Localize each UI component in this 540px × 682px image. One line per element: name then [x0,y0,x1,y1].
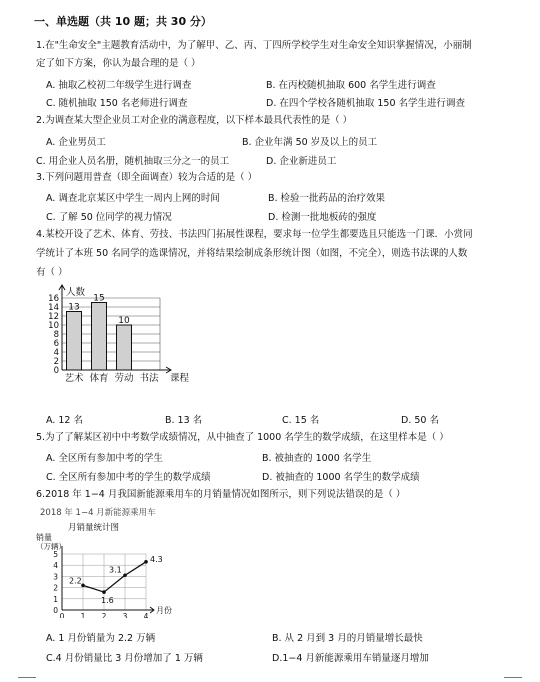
line-x-axis-label: 月份 [156,606,172,615]
q1-option-b[interactable]: B. 在丙校随机抽取 600 名学生进行调查 [266,80,436,91]
q2-option-b[interactable]: B. 企业年满 50 岁及以上的员工 [242,137,378,148]
q6-option-b[interactable]: B. 从 2 月到 3 月的月销量增长最快 [272,633,423,644]
line-y-tick-label: 0 [53,606,58,615]
bar [117,325,132,370]
q5-option-b[interactable]: B. 被抽查的 1000 名学生 [262,453,372,464]
q4-option-a[interactable]: A. 12 名 [46,415,83,426]
line-y-tick-label: 3 [53,572,58,582]
q4-stem-line1: 4.某校开设了艺术、体育、劳技、书法四门拓展性课程，要求每一位学生都要选且只能选一门课．小赏同 [36,229,473,240]
line-point-label: 3.1 [109,565,122,575]
bar-category-label: 劳动 [114,373,134,384]
line-x-tick-label: 2 [101,612,107,618]
q6-option-c[interactable]: C.4 月份销量比 3 月份增加了 1 万辆 [46,653,203,664]
q6-option-d[interactable]: D.1−4 月新能源乘用车销量逐月增加 [272,653,429,664]
q5-stem: 5.为了了解某区初中中考数学成绩情况，从中抽查了 1000 名学生的数学成绩，在这里样本是（ ） [36,432,449,443]
bar-y-tick-label: 12 [48,312,59,322]
q4-option-b[interactable]: B. 13 名 [165,415,203,426]
q2-option-c[interactable]: C. 用企业人员名册，随机抽取三分之一的员工 [36,156,230,167]
bar-value-label: 10 [118,316,130,326]
q6-option-a[interactable]: A. 1 月份销量为 2.2 万辆 [46,633,156,644]
q1-option-d[interactable]: D. 在四个学校各随机抽取 150 名学生进行调查 [266,98,466,109]
bar [92,303,107,371]
line-point [144,560,148,564]
q1-stem-line1: 1.在"生命安全"主题教育活动中，为了解甲、乙、丙、丁四所学校学生对生命安全知识掌握情况，小丽制 [36,40,472,51]
q3-option-d[interactable]: D. 检测一批地板砖的强度 [268,212,377,223]
line-chart-subtitle: 月销量统计图 [68,523,120,533]
q1-option-c[interactable]: C. 随机抽取 150 名老师进行调查 [46,98,188,109]
q3-option-c[interactable]: C. 了解 50 位同学的视力情况 [46,212,172,223]
bar-value-label: 13 [68,302,80,313]
line-chart-title: 2018 年 1−4 月新能源乘用车 [40,508,156,518]
line-y-tick-label: 1 [53,594,58,604]
bar-y-tick-label: 16 [48,294,59,304]
crop-mark-left [18,677,36,678]
q3-stem: 3.下列问题用普查（即全面调查）较为合适的是（ ） [36,172,258,183]
line-point-label: 1.6 [101,596,114,606]
q2-stem: 2.为调查某大型企业员工对企业的满意程度，以下样本最具代表性的是（ ） [36,115,353,126]
q6-line-chart [36,506,176,621]
q2-option-d[interactable]: D. 企业新进员工 [266,156,337,167]
crop-mark-right [504,677,522,678]
bar-category-label: 艺术 [64,373,84,384]
q4-stem-line3: 有（ ） [36,267,68,278]
line-point-label: 4.3 [150,554,163,564]
line-y-tick-label: 2 [53,583,58,593]
bar-y-tick-label: 8 [53,330,59,340]
q1-option-a[interactable]: A. 抽取乙校初二年级学生进行调查 [46,80,192,91]
bar-y-axis-label: 人数 [66,287,86,298]
bar-y-tick-label: 10 [48,321,59,331]
line-x-tick-label: 0 [59,612,65,618]
section-title: 一、单选题（共 10 题；共 30 分） [34,15,212,28]
q5-option-d[interactable]: D. 被抽查的 1000 名学生的数学成绩 [262,472,420,483]
bar-y-tick-label: 2 [53,357,59,367]
q4-stem-line2: 学统计了本班 50 名同学的选课情况，并将结果绘制成条形统计图（如图，不完全），则选书法课的人数 [36,248,468,259]
line-x-tick-label: 4 [143,612,149,618]
q3-option-b[interactable]: B. 检验一批药品的治疗效果 [268,193,386,204]
line-point [81,584,85,588]
line-x-tick-label: 3 [122,612,128,618]
bar [67,312,82,371]
q2-option-a[interactable]: A. 企业男员工 [46,137,106,148]
q4-option-c[interactable]: C. 15 名 [282,415,320,426]
bar-category-label: 体育 [89,373,109,384]
line-y-tick-label: 5 [53,550,58,559]
bar-x-axis-label: 课程 [170,373,190,384]
line-point [102,590,106,594]
bar-y-tick-label: 4 [53,348,59,358]
q5-option-c[interactable]: C. 全区所有参加中考的学生的数学成绩 [46,472,211,483]
line-chart-svg [36,506,176,618]
q6-stem: 6.2018 年 1−4 月我国新能源乘用车的月销量情况如图所示，则下列说法错误的是（ ） [36,489,406,500]
bar-y-tick-label: 14 [48,303,59,313]
line-point-label: 2.2 [69,576,82,586]
bar-y-tick-label: 0 [53,366,59,376]
line-point [123,573,127,577]
q4-bar-chart [36,280,196,393]
bar-category-label: 书法 [139,373,159,384]
q5-option-a[interactable]: A. 全区所有参加中考的学生 [46,453,163,464]
line-y-axis-label: 销量 [36,533,52,542]
q1-stem-line2: 定了如下方案，你认为最合理的是（ ） [36,58,201,69]
bar-chart-svg [36,280,196,390]
line-y-axis-unit: （万辆） [36,542,66,551]
q3-option-a[interactable]: A. 调查北京某区中学生一周内上网的时间 [46,193,220,204]
line-x-tick-label: 1 [80,612,86,618]
line-y-tick-label: 4 [53,561,58,571]
bar-value-label: 15 [93,293,105,304]
q4-option-d[interactable]: D. 50 名 [401,415,439,426]
bar-y-tick-label: 6 [53,339,59,349]
